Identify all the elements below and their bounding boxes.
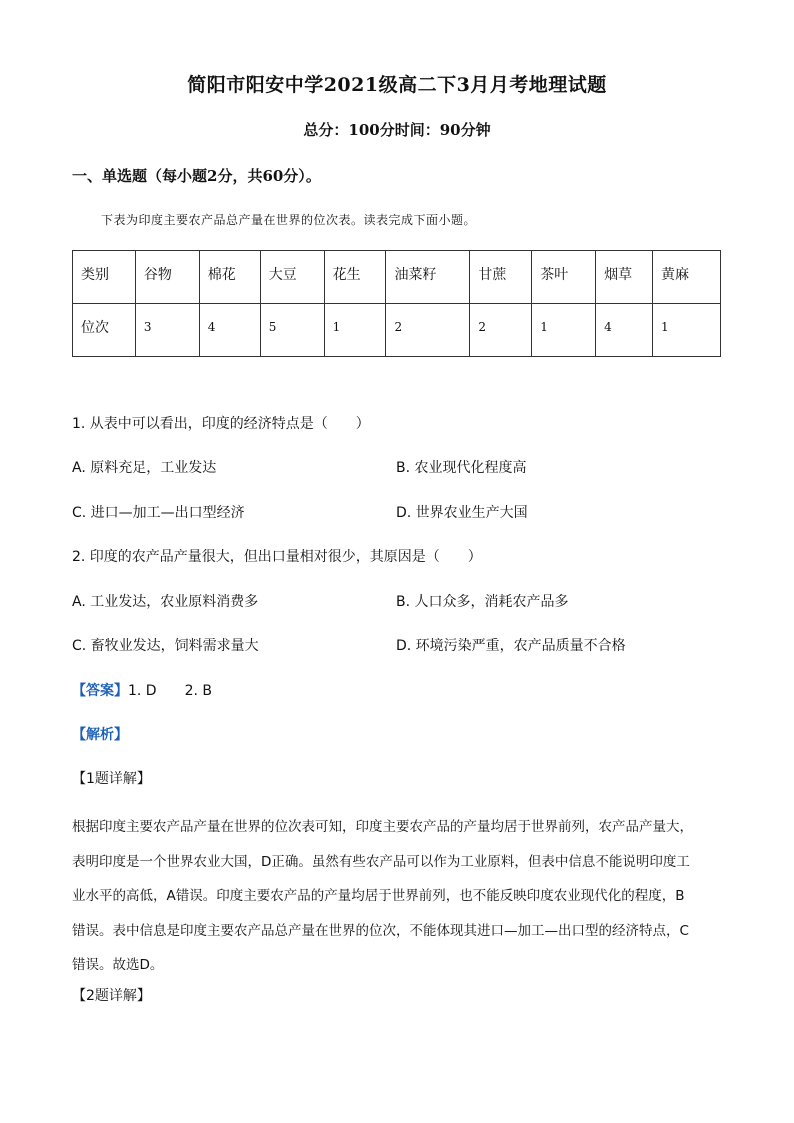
table-cell: 茶叶 <box>532 251 596 304</box>
detail-1-heading: 【1题详解】 <box>72 771 151 787</box>
paragraph-line: 业水平的高低，A错误。印度主要农产品的产量均居于世界前列，也不能反映印度农业现代化的程度，B <box>72 888 685 904</box>
table-cell: 位次 <box>73 304 136 357</box>
question-2-stem: 2. 印度的农产品产量很大，但出口量相对很少，其原因是（ ） <box>72 549 482 565</box>
table-cell: 黄麻 <box>653 251 721 304</box>
table-cell: 5 <box>260 304 324 357</box>
question-2-option-b[interactable]: B. 人口众多，消耗农产品多 <box>396 594 569 610</box>
table-cell: 类别 <box>73 251 136 304</box>
table-cell: 甘蔗 <box>470 251 532 304</box>
table-cell: 3 <box>135 304 199 357</box>
paragraph-line: 错误。故选D。 <box>72 957 164 973</box>
table-cell: 谷物 <box>135 251 199 304</box>
question-1-option-c[interactable]: C. 进口—加工—出口型经济 <box>72 505 245 521</box>
question-2-option-d[interactable]: D. 环境污染严重，农产品质量不合格 <box>396 638 626 654</box>
table-cell: 2 <box>470 304 532 357</box>
table-cell: 大豆 <box>260 251 324 304</box>
score-time-subtitle: 总分：100分时间：90分钟 <box>303 121 491 139</box>
table-cell: 烟草 <box>596 251 653 304</box>
table-intro: 下表为印度主要农产品总产量在世界的位次表。读表完成下面小题。 <box>101 213 477 227</box>
table-cell: 4 <box>199 304 260 357</box>
table-value-row <box>73 304 721 357</box>
question-1-stem: 1. 从表中可以看出，印度的经济特点是（ ） <box>72 416 370 432</box>
page-title: 简阳市阳安中学2021级高二下3月月考地理试题 <box>187 74 607 96</box>
detail-1-paragraph <box>72 810 722 983</box>
table-cell: 2 <box>386 304 470 357</box>
answer-text: 1. D 2. B <box>128 683 212 699</box>
table-cell: 4 <box>596 304 653 357</box>
question-1-option-a[interactable]: A. 原料充足，工业发达 <box>72 460 217 476</box>
question-2-option-a[interactable]: A. 工业发达，农业原料消费多 <box>72 594 259 610</box>
rank-table <box>72 250 721 357</box>
paragraph-line: 根据印度主要农产品产量在世界的位次表可知，印度主要农产品的产量均居于世界前列，农产品产量大， <box>72 819 693 835</box>
paragraph-line: 表明印度是一个世界农业大国，D正确。虽然有些农产品可以作为工业原料，但表中信息不能说明印度工 <box>72 853 690 870</box>
table-cell: 1 <box>653 304 721 357</box>
table-cell: 1 <box>532 304 596 357</box>
table-cell: 油菜籽 <box>386 251 470 304</box>
paragraph-line: 错误。表中信息是印度主要农产品总产量在世界的位次，不能体现其进口—加工—出口型的经济特点，C <box>72 922 689 939</box>
detail-2-heading: 【2题详解】 <box>72 988 151 1004</box>
answer-tag: 【答案】 <box>72 683 128 699</box>
question-1-option-d[interactable]: D. 世界农业生产大国 <box>396 505 528 521</box>
question-1-option-b[interactable]: B. 农业现代化程度高 <box>396 460 527 476</box>
answer-line <box>72 680 212 700</box>
analysis-line <box>72 724 128 744</box>
table-header-row <box>73 251 721 304</box>
analysis-tag: 【解析】 <box>72 727 128 743</box>
table-cell: 1 <box>324 304 386 357</box>
section-heading: 一、单选题（每小题2分，共60分）。 <box>72 167 321 185</box>
table-cell: 花生 <box>324 251 386 304</box>
table-cell: 棉花 <box>199 251 260 304</box>
question-2-option-c[interactable]: C. 畜牧业发达，饲料需求量大 <box>72 638 259 654</box>
